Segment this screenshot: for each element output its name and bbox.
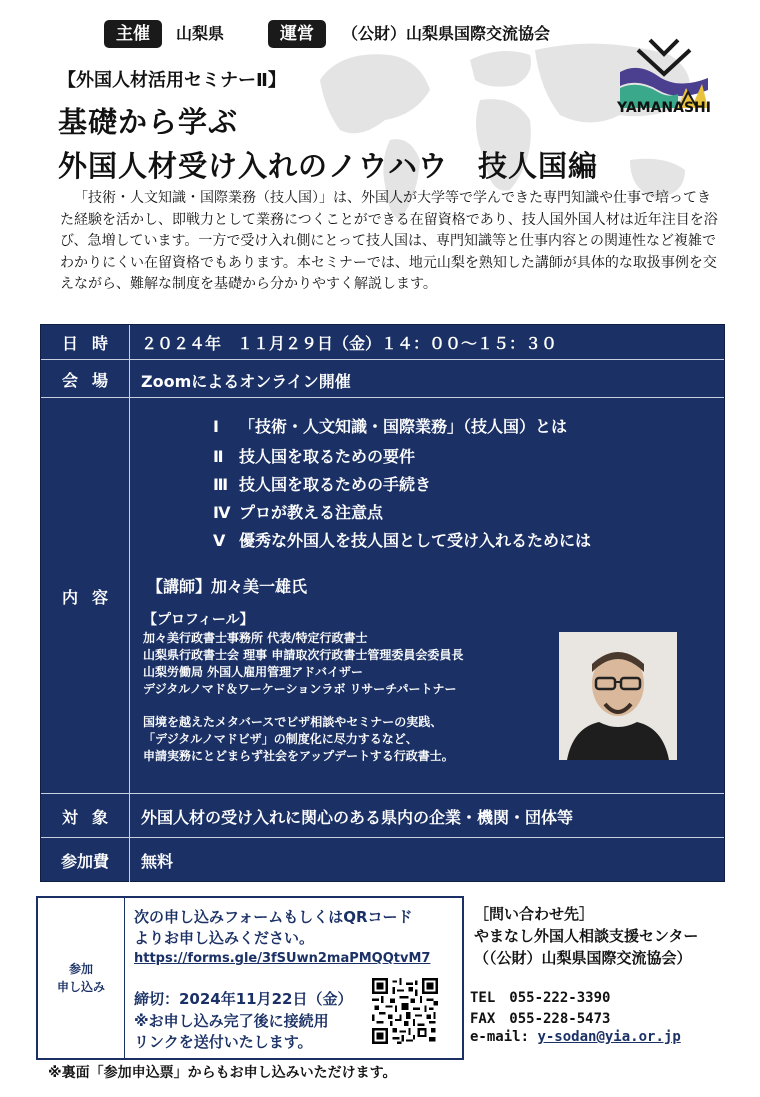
- fee-value: 無料: [141, 852, 174, 871]
- row-target: [41, 793, 724, 838]
- contact-heading: ［問い合わせ先］: [474, 905, 595, 923]
- profile-line: 加々美行政書士事務所 代表/特定行政書士: [143, 631, 368, 645]
- contact-org-sub: （（公財）山梨県国際交流協会）: [474, 949, 692, 967]
- host-tag: 主催: [104, 20, 162, 48]
- profile-line: 山梨県行政書士会 理事 申請取次行政書士管理委員会委員長: [143, 648, 464, 662]
- apply-note-line2: リンクを送付いたします。: [134, 1033, 313, 1051]
- row-content: [41, 397, 724, 794]
- content-label: 内容: [41, 398, 130, 794]
- host-org: 山梨県: [176, 24, 225, 43]
- target-value: 外国人材の受け入れに関心のある県内の企業・機関・団体等: [141, 808, 574, 827]
- apply-note-line1: ※お申し込み完了後に接続用: [134, 1012, 329, 1030]
- row-fee: [41, 837, 724, 882]
- contact-org: やまなし外国人相談支援センター: [474, 927, 699, 945]
- logo-text: YAMANASHI: [617, 100, 711, 116]
- fee-label: 参加費: [41, 838, 130, 882]
- qr-code-icon[interactable]: [372, 978, 438, 1044]
- contact-tel: TEL 055-222-3390: [470, 990, 611, 1006]
- seminar-series: 【外国人材活用セミナーⅡ】: [58, 70, 286, 91]
- email-link[interactable]: y-sodan@yia.or.jp: [537, 1029, 681, 1045]
- contact-fax: FAX 055-228-5473: [470, 1011, 611, 1027]
- target-label: 対象: [41, 794, 130, 838]
- agenda-item: Ⅲ 技人国を取るための手続き: [213, 475, 432, 494]
- datetime-label: 日時: [41, 325, 130, 359]
- venue-value: Zoomによるオンライン開催: [141, 372, 351, 391]
- row-venue: [41, 359, 724, 398]
- profile-bio-line: 「デジタルノマドビザ」の制度化に尽力するなど、: [143, 732, 418, 746]
- agenda-item: Ⅱ 技人国を取るための要件: [213, 447, 416, 466]
- profile-heading: 【プロフィール】: [143, 612, 254, 628]
- info-table: [40, 324, 725, 882]
- contact-email-row: [470, 1029, 681, 1045]
- email-label: e-mail:: [470, 1029, 530, 1045]
- page-title-line1: 基礎から学ぶ: [58, 105, 239, 139]
- footnote: ※裏面「参加申込票」からもお申し込みいただけます。: [48, 1065, 397, 1081]
- apply-instruction-line2: よりお申し込みください。: [134, 929, 315, 947]
- profile-bio-line: 国境を越えたメタバースでビザ相談やセミナーの実践、: [143, 715, 443, 729]
- row-datetime: [41, 325, 724, 359]
- datetime-value: ２０２４年 １１月２９日（金）１４：００～１５：３０: [141, 334, 558, 353]
- operator-tag: 運営: [268, 20, 326, 48]
- lecturer-photo: [559, 632, 677, 760]
- apply-deadline: 締切：2024年11月22日（金）: [134, 990, 353, 1008]
- profile-line: 山梨労働局 外国人雇用管理アドバイザー: [143, 665, 363, 679]
- page-title-line2: 外国人材受け入れのノウハウ 技人国編: [58, 149, 599, 183]
- venue-label: 会場: [41, 360, 130, 398]
- intro-text: 「技術・人文知識・国際業務（技人国）」は、外国人が大学等で学んできた専門知識や仕事で培ってきた経験を活かし、即戦力として業務につくことができる在留資格であり、技人国外国人材は近年注目を浴び、急増しています。一方で受け入れ側にとって技人国は、専門知識等と仕事内容との関連性など複雑でわかりにくい在留資格でもあります。本セミナーでは、地元山梨を熟知した講師が具体的な取扱事例を交えながら、難解な制度を基礎から分かりやすく解説します。: [60, 190, 718, 292]
- apply-form-link[interactable]: https://forms.gle/3fSUwn2maPMQQtvM7: [134, 951, 431, 966]
- agenda-item: Ⅰ 「技術・人文知識・国際業務」（技人国）とは: [213, 417, 568, 436]
- operator-org: （公財）山梨県国際交流協会: [342, 24, 551, 43]
- agenda-item: Ⅴ 優秀な外国人を技人国として受け入れるためには: [213, 531, 592, 550]
- profile-bio-line: 申請実務にとどまらず社会をアップデートする行政書士。: [143, 749, 454, 763]
- lecturer-name: 【講師】加々美一雄氏: [147, 577, 308, 596]
- apply-label: 参加 申し込み: [56, 962, 105, 994]
- profile-line: デジタルノマド＆ワーケーションラボ リサーチパートナー: [143, 682, 457, 696]
- apply-instruction-line1: 次の申し込みフォームもしくはQRコード: [134, 908, 413, 926]
- agenda-item: Ⅳ プロが教える注意点: [213, 503, 384, 522]
